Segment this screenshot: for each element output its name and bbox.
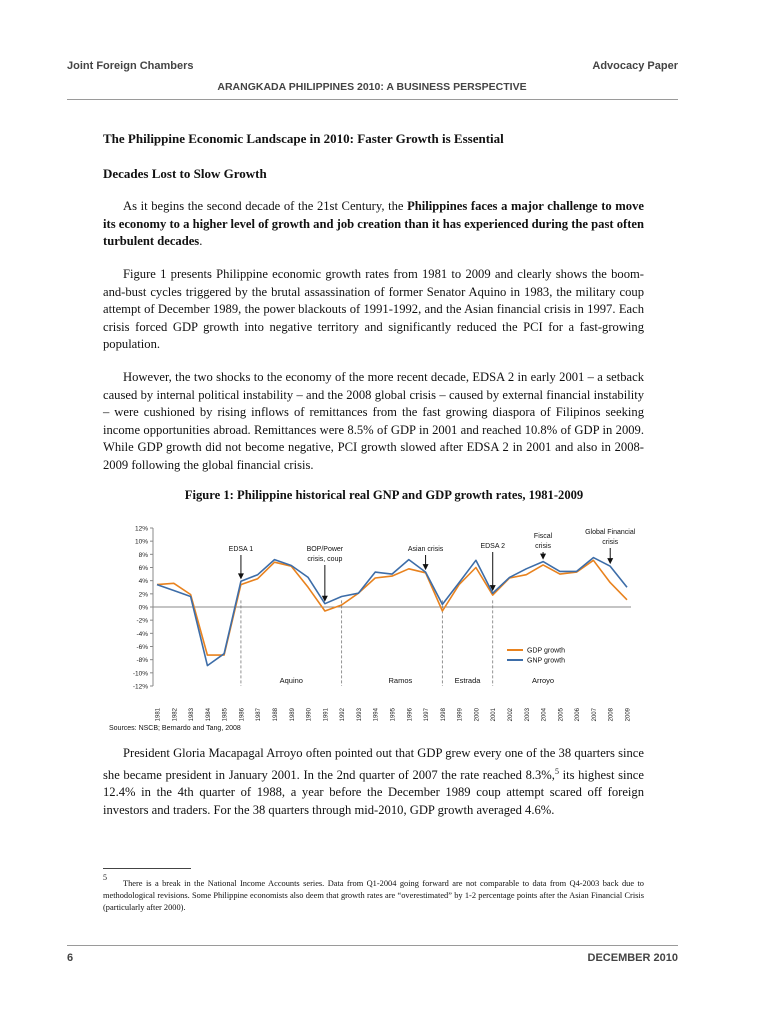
x-tick-label: 2004: [541, 708, 548, 722]
annotation-label: Fiscal: [533, 533, 553, 540]
paragraph-3-text: However, the two shocks to the economy of the more recent decade, EDSA 2 in early 2001 – a setback caused by internal political instability – and the 2008 global crisis – caused by external financial instability – were cushioned by rising inflows of remittances from the fast growing diaspora of Filipinos seeking income opportunities abroad. Remittances were 8.5% of GDP in 2001 and reached 10.8% of GDP in 2009. While GDP growth did not become negative, PCI growth slowed after EDSA 2 in 2001 and also in 2008-2009 following the global financial crisis.: [103, 370, 644, 472]
period-label: Arroyo: [532, 676, 555, 685]
x-tick-label: 2000: [474, 708, 481, 722]
legend-label: GDP growth: [527, 647, 565, 655]
annotation-arrowhead: [540, 554, 546, 560]
y-tick-label: -6%: [136, 644, 148, 651]
x-tick-label: 1996: [407, 708, 414, 722]
y-tick-label: 10%: [134, 538, 148, 546]
x-tick-label: 1986: [239, 708, 246, 722]
y-tick-label: 0%: [138, 604, 148, 612]
figure-title: Figure 1: Philippine historical real GNP and GDP growth rates, 1981-2009: [184, 488, 584, 502]
x-tick-label: 1984: [205, 708, 212, 722]
footer-rule: [67, 945, 678, 946]
paragraph-4: [103, 745, 644, 819]
header-right: Advocacy Paper: [592, 60, 678, 72]
x-tick-label: 1994: [373, 708, 380, 722]
paragraph-3: [103, 369, 644, 474]
x-tick-label: 2005: [558, 708, 565, 722]
x-tick-label: 1991: [323, 708, 330, 722]
footer-date: DECEMBER 2010: [587, 952, 678, 964]
section-title: The Philippine Economic Landscape in 2010: Faster Growth is Essential: [103, 131, 504, 146]
x-tick-label: 1988: [273, 708, 279, 722]
annotation-label: BOP/Power: [306, 546, 344, 553]
paragraph-1-bold: Philippines faces a major challenge to move its economy to a higher level of growth and job creation than it has experienced during the past often turbulent decades: [103, 199, 644, 248]
header-left: Joint Foreign Chambers: [67, 60, 194, 72]
annotation-label: Global Financial: [585, 529, 636, 536]
annotation: [229, 546, 254, 579]
footnote-ref: 5: [554, 766, 559, 776]
growth-chart: [103, 518, 644, 738]
period-label: Aquino: [279, 676, 303, 685]
y-tick-label: -12%: [132, 683, 148, 691]
annotation-arrowhead: [607, 558, 613, 564]
x-tick-label: 2002: [508, 708, 514, 722]
legend-label: GNP growth: [527, 657, 565, 665]
x-tick-label: 1989: [289, 708, 296, 722]
footnote-text: There is a break in the National Income Accounts series. Data from Q1-2004 going forward are not comparable to data from Q4-2003 back due to methodological revisions. Some Philippine economists also deem that growth rates are “overestimated” by 1-2 percentage points after the Asian Financial Crisis (particularly after 2000).: [103, 878, 644, 912]
x-tick-label: 1987: [256, 708, 263, 722]
paragraph-2: [103, 266, 644, 354]
x-tick-label: 1983: [189, 708, 196, 722]
header-rule: [67, 99, 678, 100]
annotation-label: EDSA 2: [480, 543, 505, 550]
annotation-label: crisis: [602, 539, 619, 546]
paragraph-4-tail: its highest since 12.4% in the 4th quarter of 1988, a year before the December 1989 coup attempt scared off foreign investors and traders. For the 38 quarters through mid-2010, GDP growth averaged 4.6%.: [103, 767, 644, 817]
x-tick-label: 2006: [575, 708, 582, 722]
x-tick-label: 2007: [591, 708, 598, 722]
x-tick-label: 1981: [155, 708, 162, 722]
y-tick-label: 2%: [138, 591, 148, 599]
footnote-rule: [103, 868, 191, 869]
x-tick-label: 1997: [424, 708, 431, 722]
x-tick-label: 1982: [172, 708, 179, 722]
footnote: [103, 874, 644, 914]
y-tick-label: 6%: [138, 565, 148, 572]
chart-source: Sources: NSCB; Bernardo and Tang, 2008: [109, 725, 241, 732]
annotation-label: crisis: [535, 543, 552, 550]
x-tick-label: 2001: [491, 708, 498, 722]
x-tick-label: 2003: [524, 708, 531, 722]
annotation-arrowhead: [423, 564, 429, 570]
x-tick-label: 2009: [625, 708, 632, 722]
x-tick-label: 1993: [356, 708, 363, 722]
x-tick-label: 1990: [306, 708, 313, 722]
x-tick-label: 1995: [390, 708, 397, 722]
y-tick-label: -2%: [136, 617, 148, 625]
x-tick-label: 1985: [222, 708, 229, 722]
y-tick-label: -4%: [136, 630, 148, 638]
y-tick-label: 4%: [138, 578, 148, 586]
paragraph-1: [103, 198, 644, 251]
x-tick-label: 2008: [608, 708, 615, 722]
y-tick-label: 12%: [134, 525, 148, 533]
paragraph-1-tail: .: [199, 234, 203, 248]
header-center: ARANGKADA PHILIPPINES 2010: A BUSINESS PERSPECTIVE: [217, 81, 527, 93]
x-tick-label: 1992: [340, 708, 347, 722]
annotation-arrowhead: [238, 573, 244, 579]
x-tick-label: 1998: [440, 708, 447, 722]
x-tick-label: 1999: [457, 708, 464, 722]
footnote-mark: 5: [103, 873, 107, 882]
annotation-label: EDSA 1: [228, 546, 254, 553]
y-tick-label: -8%: [136, 657, 148, 665]
annotation-label: Asian crisis: [407, 546, 444, 553]
period-label: Ramos: [388, 676, 413, 685]
annotation: [408, 546, 444, 570]
y-tick-label: 8%: [138, 551, 148, 559]
paragraph-1-lead: As it begins the second decade of the 21st Century, the: [123, 199, 408, 213]
paragraph-4-text: President Gloria Macapagal Arroyo often pointed out that GDP grew every one of the 38 quarters since she became president in January 2001. In the 2nd quarter of 2007 the rate reached 8.3%,: [103, 746, 644, 782]
annotation-label: crisis, coup: [307, 556, 343, 563]
paragraph-2-text: Figure 1 presents Philippine economic growth rates from 1981 to 2009 and clearly shows the boom-and-bust cycles triggered by the brutal assassination of former Senator Aquino in 1983, the military coup attempt of December 1989, the power blackouts of 1991-1992, and the Asian financial crisis in 1997. Each crisis forced GDP growth into negative territory and significantly reduced the PCI for a fast-growing population.: [103, 267, 644, 351]
annotation: [534, 533, 553, 560]
y-tick-label: -10%: [132, 670, 148, 678]
page-number: 6: [67, 952, 74, 964]
period-label: Estrada: [454, 676, 481, 685]
section-subtitle: Decades Lost to Slow Growth: [103, 166, 267, 181]
